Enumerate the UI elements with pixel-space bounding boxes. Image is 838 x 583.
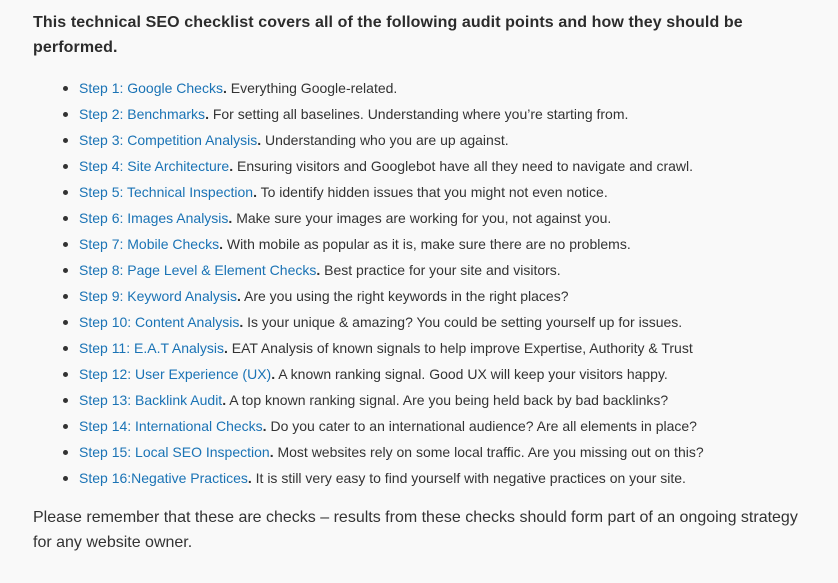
step-list-item [79, 127, 798, 153]
bullet-dot-icon [63, 216, 68, 221]
bullet-dot-icon [63, 268, 68, 273]
step-description: Ensuring visitors and Googlebot have all they need to navigate and crawl. [233, 158, 694, 174]
bullet-dot-icon [63, 450, 68, 455]
step-link[interactable]: Step 9: Keyword Analysis [79, 288, 237, 304]
step-link[interactable]: Step 1: Google Checks [79, 80, 223, 96]
bullet-dot-icon [63, 398, 68, 403]
step-list-item [79, 283, 798, 309]
bullet-dot-icon [63, 242, 68, 247]
bullet-dot-icon [63, 346, 68, 351]
step-period: . [253, 184, 257, 200]
step-link[interactable]: Step 3: Competition Analysis [79, 132, 258, 148]
step-description: Understanding who you are up against. [261, 132, 509, 148]
step-link[interactable]: Step 7: Mobile Checks [79, 236, 220, 252]
step-link[interactable]: Step 8: Page Level & Element Checks [79, 262, 317, 278]
step-description: Best practice for your site and visitors. [320, 262, 561, 278]
step-list-item [79, 335, 798, 361]
step-link[interactable]: Step 11: E.A.T Analysis [79, 340, 225, 356]
step-link[interactable]: Step 16:Negative Practices [79, 470, 248, 486]
step-list-item [79, 179, 798, 205]
step-link[interactable]: Step 15: Local SEO Inspection [79, 444, 270, 460]
bullet-dot-icon [63, 164, 68, 169]
step-description: Do you cater to an international audience? Are all elements in place? [266, 418, 697, 434]
step-period: . [222, 392, 227, 408]
step-list-item [79, 439, 798, 465]
bullet-dot-icon [63, 372, 68, 377]
bullet-dot-icon [63, 138, 68, 143]
step-description: With mobile as popular as it is, make sure there are no problems. [222, 236, 631, 252]
step-link[interactable]: Step 5: Technical Inspection [79, 184, 254, 200]
step-list-item [79, 75, 798, 101]
intro-heading: This technical SEO checklist covers all of the following audit points and how they should be performed. [33, 14, 743, 56]
step-period: . [239, 314, 244, 330]
step-period: . [229, 158, 234, 174]
step-description: To identify hidden issues that you might not even notice. [256, 184, 608, 200]
step-list-item [79, 361, 798, 387]
bullet-dot-icon [63, 112, 68, 117]
step-period: . [262, 418, 267, 434]
step-list-item [79, 231, 798, 257]
step-description: EAT Analysis of known signals to help improve Expertise, Authority & Trust [227, 340, 693, 356]
step-link[interactable]: Step 2: Benchmarks [79, 106, 206, 122]
bullet-dot-icon [63, 190, 68, 195]
step-link[interactable]: Step 12: User Experience (UX) [79, 366, 272, 382]
step-list-item [79, 205, 798, 231]
step-period: . [236, 288, 241, 304]
step-description: It is still very easy to find yourself with negative practices on your site. [251, 470, 686, 486]
step-period: . [205, 106, 209, 122]
step-link[interactable]: Step 14: International Checks [79, 418, 263, 434]
step-period: . [269, 444, 274, 460]
step-link[interactable]: Step 10: Content Analysis [79, 314, 240, 330]
step-description: A top known ranking signal. Are you being held back by bad backlinks? [226, 392, 669, 408]
step-description: Is your unique & amazing? You could be setting yourself up for issues. [243, 314, 683, 330]
bullet-dot-icon [63, 424, 68, 429]
step-period: . [222, 80, 227, 96]
step-period: . [224, 340, 228, 356]
step-description: Everything Google-related. [226, 80, 398, 96]
step-list-item [79, 387, 798, 413]
step-link[interactable]: Step 4: Site Architecture [79, 158, 230, 174]
step-link[interactable]: Step 13: Backlink Audit [79, 392, 223, 408]
step-period: . [228, 210, 233, 226]
step-link[interactable]: Step 6: Images Analysis [79, 210, 229, 226]
bullet-dot-icon [63, 86, 68, 91]
step-period: . [271, 366, 276, 382]
step-period: . [247, 470, 252, 486]
step-description: Most websites rely on some local traffic. Are you missing out on this? [273, 444, 704, 460]
step-list-item [79, 257, 798, 283]
step-description: Are you using the right keywords in the right places? [240, 288, 569, 304]
step-list-item [79, 101, 798, 127]
bullet-dot-icon [63, 476, 68, 481]
step-list-item [79, 153, 798, 179]
bullet-dot-icon [63, 294, 68, 299]
step-description: Make sure your images are working for you, not against you. [232, 210, 612, 226]
audit-steps-list [33, 75, 798, 491]
step-period: . [219, 236, 223, 252]
closing-paragraph: Please remember that these are checks – results from these checks should form part of an ongoing strategy for any website owner. [33, 509, 798, 551]
step-list-item [79, 413, 798, 439]
step-description: A known ranking signal. Good UX will keep your visitors happy. [275, 366, 668, 382]
step-period: . [316, 262, 321, 278]
step-list-item [79, 309, 798, 335]
step-description: For setting all baselines. Understanding where you’re starting from. [208, 106, 629, 122]
step-period: . [257, 132, 262, 148]
step-list-item [79, 465, 798, 491]
bullet-dot-icon [63, 320, 68, 325]
